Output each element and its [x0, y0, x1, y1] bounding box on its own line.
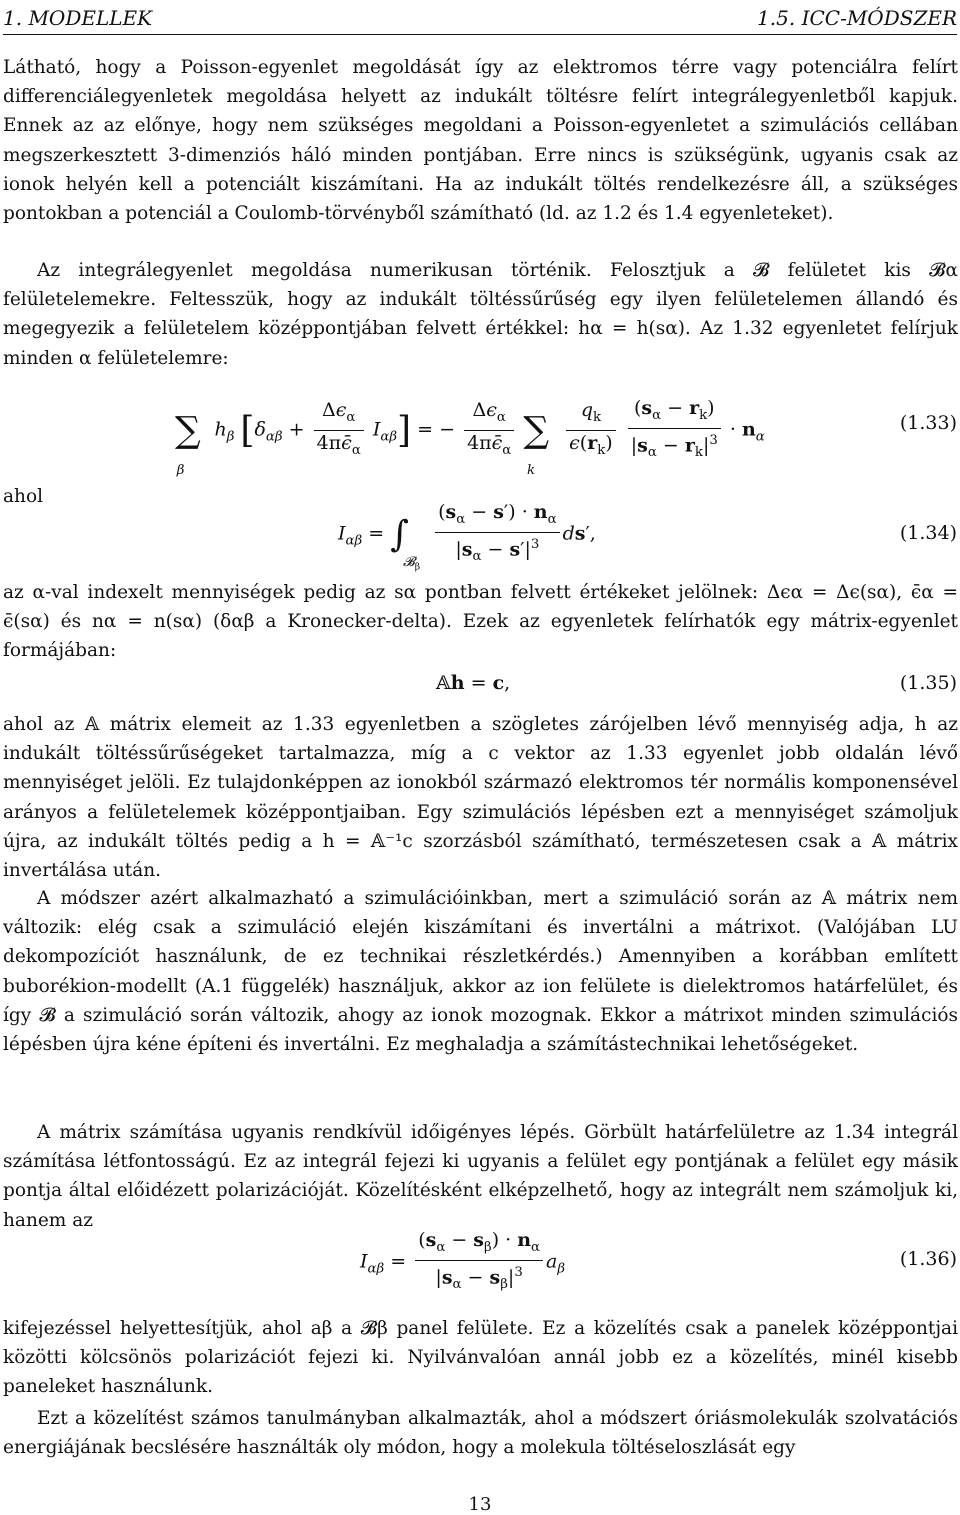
header-chapter: 1. MODELLEK: [3, 6, 153, 30]
equation-1-35: [0, 672, 960, 700]
paragraph-8: Ezt a közelítést számos tanulmányban alkalmazták, ahol a módszert óriásmolekulák szolvatációs energiájának becslésére használták oly módon, hogy a molekula töltéseloszlását egy: [3, 1408, 958, 1459]
equation-number: (1.34): [899, 522, 957, 544]
paragraph-4: ahol az 𝔸 mátrix elemeit az 1.33 egyenletben a szögletes zárójelben lévő mennyiség adja, h az indukált töltéssűrűségeket tartalmazza, míg a c vektor az 1.33 egyenlet jobb oldalán lévő mennyiséget jelöli. Ez tulajdonképpen az ionokból származó elektromos tér normális komponensével arányos a felületelemek középpontjaiban. Egy szimulációs lépésben ezt a mennyiséget számoljuk újra, az indukált töltés pedig a h = 𝔸⁻¹c szorzásból számítható, természetesen csak a 𝔸 mátrix invertálása után.: [3, 714, 958, 882]
header-section: 1.5. ICC-MÓDSZER: [757, 6, 957, 30]
equation-1-35-body: 𝔸h = c,: [436, 672, 511, 694]
equation-1-34-body: $I_{\alpha\beta} = \int_{𝓑_\beta}$ $\frac{(s_\alpha - s') \cdot n_\alpha}{|s_\alpha - s'|^3}$ ds′,: [338, 501, 596, 573]
running-header: [3, 6, 957, 30]
paragraph-7: kifejezéssel helyettesítjük, ahol aβ a 𝓑β panel felülete. Ez a közelítés csak a panelek középpontjai közötti kölcsönös polarizációt fejezi ki. Nyilvánvalóan annál jobb ez a közelítés, minél kisebb paneleket használunk.: [3, 1318, 958, 1398]
paragraph-6: A mátrix számítása ugyanis rendkívül időigényes lépés. Görbült határfelületre az 1.34 integrál számítása létfontosságú. Ez az integrál fejezi ki ugyanis a felület egy pontjának a felület egy másik pontja által előidézett polarizációját. Közelítésként elképzelhető, hogy az integrált nem számoljuk ki, hanem az: [3, 1122, 958, 1231]
paragraph-2: Az integrálegyenlet megoldása numerikusan történik. Felosztjuk a 𝓑 felületet kis 𝓑α felületelemekre. Feltesszük, hogy az indukált töltéssűrűség egy ilyen felületelemen állandó és megegyezik a felületelem középpontjában felvett értékkel: hα = h(sα). Az 1.32 egyenletet felírjuk minden α felületelemre:: [3, 260, 958, 369]
equation-number: (1.36): [899, 1248, 957, 1270]
equation-1-36-body: $I_{\alpha\beta}$ = $\frac{(s_\alpha - s_\beta) \cdot n_\alpha}{|s_\alpha - s_\beta|^3}$ $a_\beta$: [360, 1229, 566, 1292]
paragraph-1: Látható, hogy a Poisson-egyenlet megoldását így az elektromos térre vagy potenciálra felírt differenciálegyenletek megoldása helyett az indukált töltésre felírt integrálegyenletből kapjuk. Ennek az az előnye, hogy nem szükséges megoldani a Poisson-egyenletet a szimulációs cellában megszerkesztett 3-dimenziós háló minden pontjában. Erre nincs is szükségünk, ugyanis csak az ionok helyén kell a potenciált kiszámítani. Ha az indukált töltés rendelkezésre áll, a szükséges pontokban a potenciál a Coulomb-törvényből számítható (ld. az 1.2 és 1.4 egyenleteket).: [3, 57, 958, 225]
equation-1-36: [0, 1226, 960, 1296]
paragraph-5: A módszer azért alkalmazható a szimulációinkban, mert a szimuláció során az 𝔸 mátrix nem változik: elég csak a szimuláció elején kiszámítani és invertálni a mátrixot. (Valójában LU dekompozíciót használunk, de ez technikai részletkérdés.) Amennyiben a korábban említett buborékion-modellt (A.1 függelék) használjuk, akkor az ion felülete is dielektromos határfelület, és így 𝓑 a szimuláció során változik, ahogy az ionok mozognak. Ekkor a mátrixot minden szimulációs lépésben újra kéne építeni és invertálni. Ez meghaladja a számítástechnikai lehetőségeket.: [3, 888, 958, 1056]
header-rule: [3, 34, 957, 35]
paragraph-3: az α-val indexelt mennyiségek pedig az sα pontban felvett értékeket jelölnek: Δϵα = Δϵ(sα), ϵ̄α = ϵ̄(sα) és nα = n(sα) (δαβ a Kronecker-delta). Ezek az egyenletek felírhatók egy mátrix-egyenlet formájában:: [3, 582, 958, 662]
equation-1-34: [0, 496, 960, 574]
equation-1-33-body: $\sum_\beta$ $h_\beta$ [$\delta_{\alpha\beta}$ + $\frac{\Delta\epsilon_\alpha}{4\pi\epsilon̄_\alpha}$ $I_{\alpha\beta}$] = − $\frac{\Delta\epsilon_\alpha}{4\pi\epsilon̄_\alpha}$ $\sum_k$ $\frac{q_k}{\epsilon(r_k)}$ $\frac{(s_\alpha - r_k)}{|s_\alpha - r_k|^3}$ · $n_\alpha$: [175, 397, 765, 479]
equation-1-33: [0, 390, 960, 479]
paragraph-ahol: ahol: [3, 486, 43, 507]
equation-number: (1.35): [899, 672, 957, 694]
page-number: 13: [468, 1494, 492, 1515]
equation-number: (1.33): [899, 412, 957, 434]
